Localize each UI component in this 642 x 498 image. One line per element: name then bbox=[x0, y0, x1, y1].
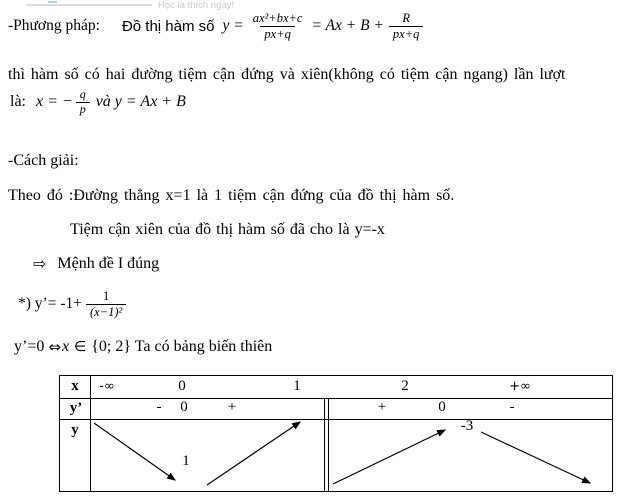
derivative-fraction bbox=[86, 289, 126, 319]
line3-math-post: và y = Ax + B bbox=[95, 93, 186, 110]
derivative-prefix: *) y’= -1+ bbox=[18, 295, 82, 312]
element-of-icon: ∈ bbox=[74, 339, 87, 355]
roots-var: x bbox=[61, 338, 70, 355]
implies-arrow-icon: ⇨ bbox=[33, 254, 47, 273]
conclusion-line bbox=[33, 254, 159, 273]
table-row-divider bbox=[60, 419, 612, 420]
y-prime-sign: 0 bbox=[438, 399, 446, 415]
y-prime-sign: 0 bbox=[180, 399, 188, 415]
fraction-numerator: 1 bbox=[103, 289, 110, 304]
roots-line bbox=[14, 338, 272, 356]
method-line3 bbox=[10, 87, 186, 117]
method-formula-line bbox=[8, 8, 423, 44]
y-prime-row-label: y’ bbox=[69, 400, 83, 416]
fraction-numerator: ax²+bx+c bbox=[252, 11, 303, 26]
method-label: -Phương pháp: bbox=[8, 17, 100, 34]
table-row-divider bbox=[60, 398, 612, 399]
x-value: 0 bbox=[178, 378, 186, 394]
formula-fraction-2 bbox=[389, 11, 423, 41]
y-prime-sign: + bbox=[377, 399, 387, 415]
fraction-denominator: px+q bbox=[389, 26, 423, 41]
solution-label: -Cách giải: bbox=[8, 152, 79, 169]
solution-statement-2: Tiệm cận xiên của đồ thị hàm số đã cho là y=-x bbox=[70, 221, 385, 238]
watermark-text: Học là thích ngay! bbox=[158, 0, 235, 11]
formula-fraction-1 bbox=[249, 11, 307, 41]
formula-lhs: y = bbox=[222, 17, 244, 34]
decreasing-arrow bbox=[94, 423, 175, 480]
fraction-numerator: R bbox=[402, 11, 410, 26]
iff-icon: ⇔ bbox=[48, 338, 61, 356]
decreasing-arrow bbox=[481, 432, 590, 483]
x-value: +∞ bbox=[509, 379, 531, 394]
conclusion-text: Mệnh đề I đúng bbox=[57, 254, 160, 272]
y-prime-sign: + bbox=[227, 399, 237, 415]
vertical-asymptote-double-line bbox=[324, 398, 325, 491]
variation-table bbox=[59, 375, 613, 492]
x-value: 1 bbox=[293, 378, 301, 394]
x-value: 2 bbox=[401, 378, 409, 394]
fraction-numerator: q bbox=[79, 86, 86, 101]
derivative-line bbox=[18, 288, 126, 320]
vertical-asymptote-double-line bbox=[328, 398, 329, 491]
increasing-arrow bbox=[207, 422, 300, 485]
line3-prefix: là: bbox=[10, 93, 26, 110]
y-minimum-value: 1 bbox=[182, 453, 190, 469]
fraction-denominator: px+q bbox=[260, 26, 294, 41]
increasing-arrow bbox=[333, 430, 445, 484]
table-column-divider bbox=[90, 376, 91, 491]
fraction-denominator: (x−1)² bbox=[86, 304, 126, 319]
method-line2: thì hàm số có hai đường tiệm cận đứng và xiên(không có tiệm cận ngang) lần lượt bbox=[8, 66, 566, 83]
y-prime-sign: - bbox=[156, 399, 162, 415]
x-value: -∞ bbox=[99, 379, 115, 394]
solution-statement-1: Theo đó :Đường thẳng x=1 là 1 tiệm cận đứng của đồ thị hàm số. bbox=[8, 187, 455, 204]
formula-mid: = Ax + B + bbox=[311, 17, 384, 34]
line3-math-pre: x = − bbox=[36, 93, 73, 110]
y-prime-sign: - bbox=[509, 399, 515, 415]
fraction-denominator: p bbox=[76, 102, 90, 117]
roots-post: {0; 2} Ta có bảng biến thiên bbox=[91, 338, 273, 355]
roots-pre: y’=0 bbox=[14, 338, 45, 355]
y-maximum-value: -3 bbox=[460, 418, 474, 434]
watermark-rule bbox=[26, 4, 152, 6]
y-row-label: y bbox=[71, 422, 79, 438]
watermark-logo-fragment bbox=[48, 1, 57, 3]
line3-fraction bbox=[76, 88, 90, 117]
x-row-label: x bbox=[71, 378, 79, 394]
method-intro: Đồ thị hàm số bbox=[121, 17, 215, 35]
